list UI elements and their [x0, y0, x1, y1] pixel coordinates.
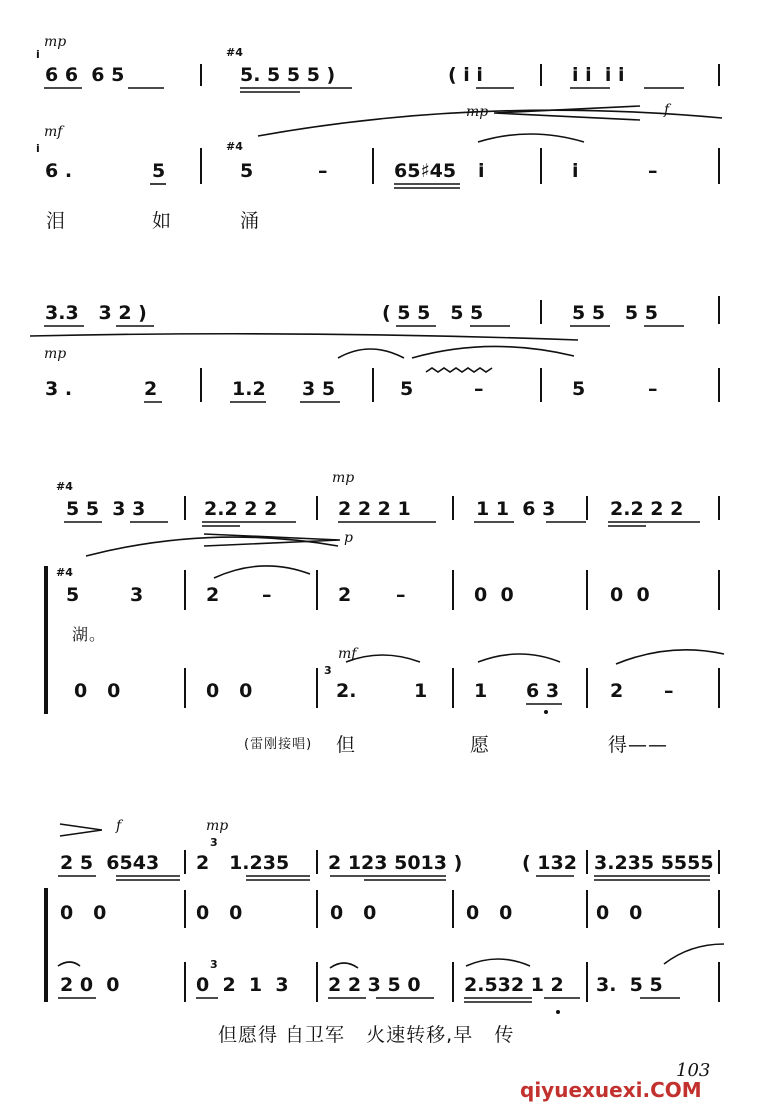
- dash: –: [318, 160, 328, 182]
- dash: –: [262, 584, 272, 606]
- lyric-note: (雷刚接唱): [244, 737, 313, 752]
- note: 1: [474, 680, 488, 702]
- measure: 5. 5 5 5 ): [240, 64, 336, 86]
- note: 3 .: [45, 378, 73, 400]
- note: 1: [414, 680, 428, 702]
- grace-note: 3: [324, 664, 332, 677]
- note: 5: [240, 160, 254, 182]
- lyric: 但: [336, 734, 357, 756]
- measure: 0 0: [610, 584, 650, 606]
- measure: 2.532 1 2: [464, 974, 564, 996]
- grace-note: 3: [210, 836, 218, 849]
- dynamic-f: f: [116, 818, 122, 834]
- lyric: 如: [152, 210, 173, 232]
- dash: –: [396, 584, 406, 606]
- measure: 2 0 0: [60, 974, 120, 996]
- dynamic-mf: mf: [338, 646, 357, 662]
- measure: 0 0: [330, 902, 377, 924]
- lyric: 愿: [470, 734, 491, 756]
- measure: 0 0: [474, 584, 514, 606]
- grace-note: #4: [226, 140, 243, 153]
- measure: 0 0: [206, 680, 253, 702]
- measure: ( 5 5 5 5: [382, 302, 484, 324]
- grace-note: #4: [56, 566, 73, 579]
- grace-note: 3: [210, 958, 218, 971]
- note: 3 5: [302, 378, 336, 400]
- measure: ( i i: [448, 64, 483, 86]
- dash: –: [648, 378, 658, 400]
- measure: 2 5 6543: [60, 852, 160, 874]
- note: i: [572, 160, 579, 182]
- measure: i i i i: [572, 64, 625, 86]
- measure: 0 2 1 3: [196, 974, 289, 996]
- note: 2: [206, 584, 220, 606]
- lyric: 泪: [46, 210, 67, 232]
- measure: 0 0: [60, 902, 107, 924]
- lyric: 湖。: [72, 625, 107, 644]
- dynamic-mp: mp: [44, 346, 67, 362]
- dynamic-p: p: [344, 530, 353, 546]
- measure: 3.3 3 2 ): [45, 302, 147, 324]
- grace-note: i: [36, 48, 40, 61]
- measure: 1 1 6 3: [476, 498, 556, 520]
- grace-note: #4: [56, 480, 73, 493]
- dynamic-mp: mp: [332, 470, 355, 486]
- measure: 5 5 3 3: [66, 498, 146, 520]
- note: 65♯45: [394, 160, 457, 182]
- measure: 2.2 2 2: [610, 498, 684, 520]
- note: 6 .: [45, 160, 73, 182]
- lyric: 涌: [240, 210, 261, 232]
- note: 5: [66, 584, 80, 606]
- measure: 6 6 6 5: [45, 64, 125, 86]
- dash: –: [664, 680, 674, 702]
- measure: 3.235 5555: [594, 852, 714, 874]
- measure: 2 1.235: [196, 852, 290, 874]
- note: 5: [400, 378, 414, 400]
- measure: 5 5 5 5: [572, 302, 658, 324]
- dynamic-mp: mp: [206, 818, 229, 834]
- grace-note: #4: [226, 46, 243, 59]
- note: 6 3: [526, 680, 560, 702]
- measure: 2.2 2 2: [204, 498, 278, 520]
- measure: 2 2 2 1: [338, 498, 411, 520]
- lyric: 得——: [608, 734, 669, 756]
- watermark-text: qiyuexuexi.COM: [520, 1078, 702, 1102]
- note: i: [478, 160, 485, 182]
- note: 1.2: [232, 378, 266, 400]
- note: 5: [572, 378, 586, 400]
- dash: –: [648, 160, 658, 182]
- lyric-line: 但愿得 自卫军 火速转移,早 传: [218, 1024, 515, 1046]
- dynamic-mp: mp: [466, 104, 489, 120]
- note: 2.: [336, 680, 357, 702]
- dynamic-f: f: [664, 102, 670, 118]
- measure: 3. 5 5: [596, 974, 663, 996]
- measure: 2 2 3 5 0: [328, 974, 421, 996]
- dynamic-mp: mp: [44, 34, 67, 50]
- grace-note: i: [36, 142, 40, 155]
- measure: 0 0: [74, 680, 121, 702]
- dash: –: [474, 378, 484, 400]
- page-number: 103: [676, 1060, 711, 1081]
- note: 2: [144, 378, 158, 400]
- note: 2: [610, 680, 624, 702]
- measure: 2 123 5013 ): [328, 852, 463, 874]
- note: 2: [338, 584, 352, 606]
- measure: 0 0: [196, 902, 243, 924]
- measure: 0 0: [596, 902, 643, 924]
- note: 3: [130, 584, 144, 606]
- dynamic-mf: mf: [44, 124, 63, 140]
- measure: 0 0: [466, 902, 513, 924]
- note: 5: [152, 160, 166, 182]
- measure: ( 132: [522, 852, 577, 874]
